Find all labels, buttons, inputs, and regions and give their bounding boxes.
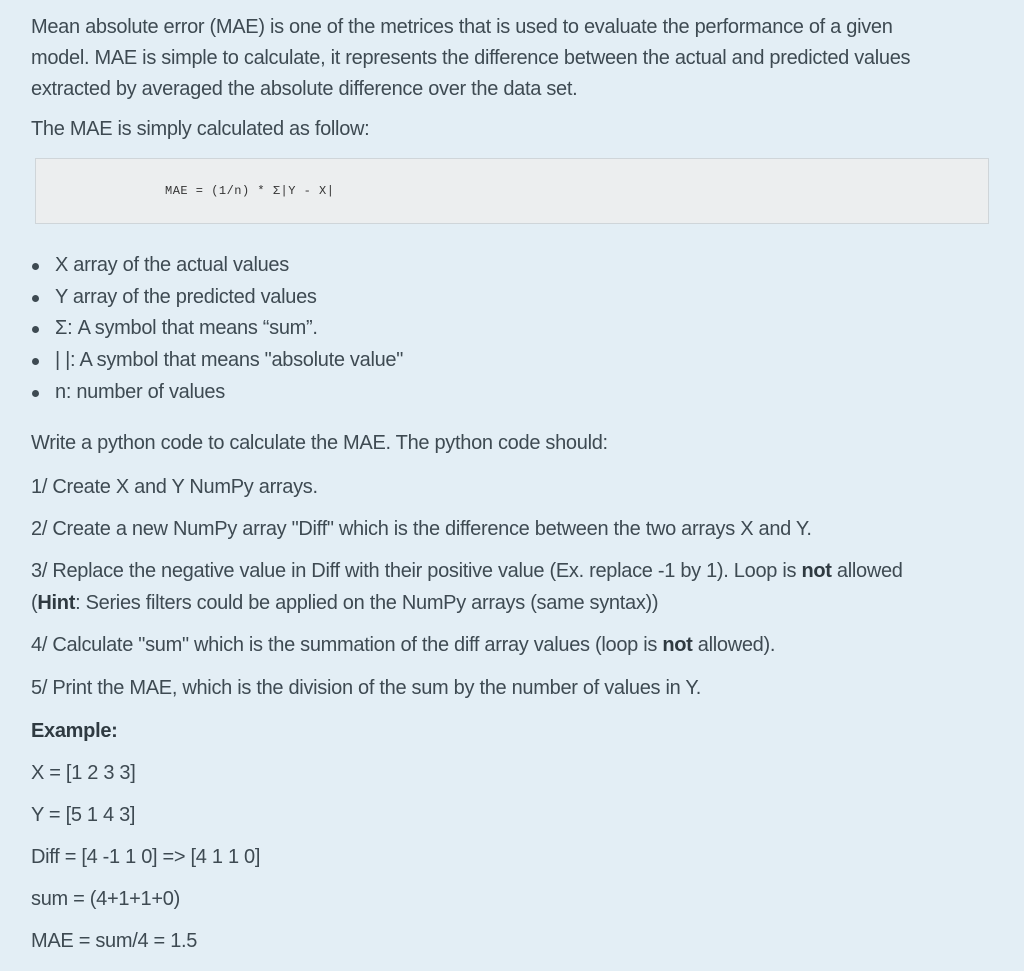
- intro-line-2: model. MAE is simple to calculate, it represents the difference between the actual and predicted values: [31, 47, 911, 69]
- step-3-paren: (: [31, 592, 38, 614]
- step-4: [31, 634, 775, 657]
- list-item: n: number of values: [31, 377, 403, 409]
- definitions-list: [31, 250, 403, 408]
- list-item: X array of the actual values: [31, 250, 403, 282]
- example-diff: Diff = [4 -1 1 0] => [4 1 1 0]: [31, 846, 261, 868]
- step-3-text: 3/ Replace the negative value in Diff with their positive value (Ex. replace -1 by 1). Loop is: [31, 560, 802, 582]
- task-intro: Write a python code to calculate the MAE. The python code should:: [31, 432, 608, 454]
- step-5: 5/ Print the MAE, which is the division of the sum by the number of values in Y.: [31, 677, 702, 699]
- example-heading-wrap: [31, 720, 118, 743]
- step-3-text-end: allowed: [831, 560, 903, 582]
- step-2: 2/ Create a new NumPy array "Diff" which is the difference between the two arrays X and Y.: [31, 518, 812, 540]
- step-4-text: 4/ Calculate "sum" which is the summation of the diff array values (loop is: [31, 634, 663, 656]
- formula-intro: The MAE is simply calculated as follow:: [31, 118, 370, 140]
- list-item: | |: A symbol that means "absolute value": [31, 345, 403, 377]
- intro-paragraph: [31, 12, 991, 105]
- example-sum: sum = (4+1+1+0): [31, 888, 180, 910]
- example-x: X = [1 2 3 3]: [31, 762, 136, 784]
- step-3-line-2: [31, 592, 658, 615]
- step-1: 1/ Create X and Y NumPy arrays.: [31, 476, 318, 498]
- list-item: Σ: A symbol that means “sum”.: [31, 313, 403, 345]
- step-4-text-end: allowed).: [692, 634, 776, 656]
- formula-code-block: [35, 158, 989, 224]
- intro-line-3: extracted by averaged the absolute difference over the data set.: [31, 78, 578, 100]
- hint-text: : Series filters could be applied on the NumPy arrays (same syntax)): [75, 592, 659, 614]
- example-heading: Example:: [31, 720, 118, 742]
- step-3-not: not: [801, 560, 832, 582]
- list-item: Y array of the predicted values: [31, 282, 403, 314]
- intro-line-1: Mean absolute error (MAE) is one of the metrices that is used to evaluate the performance of a given: [31, 16, 893, 38]
- step-4-not: not: [662, 634, 693, 656]
- formula-code: MAE = (1/n) * Σ|Y - X|: [165, 184, 335, 198]
- hint-label: Hint: [37, 592, 76, 614]
- example-mae: MAE = sum/4 = 1.5: [31, 930, 198, 952]
- step-3-line-1: [31, 560, 903, 583]
- example-y: Y = [5 1 4 3]: [31, 804, 136, 826]
